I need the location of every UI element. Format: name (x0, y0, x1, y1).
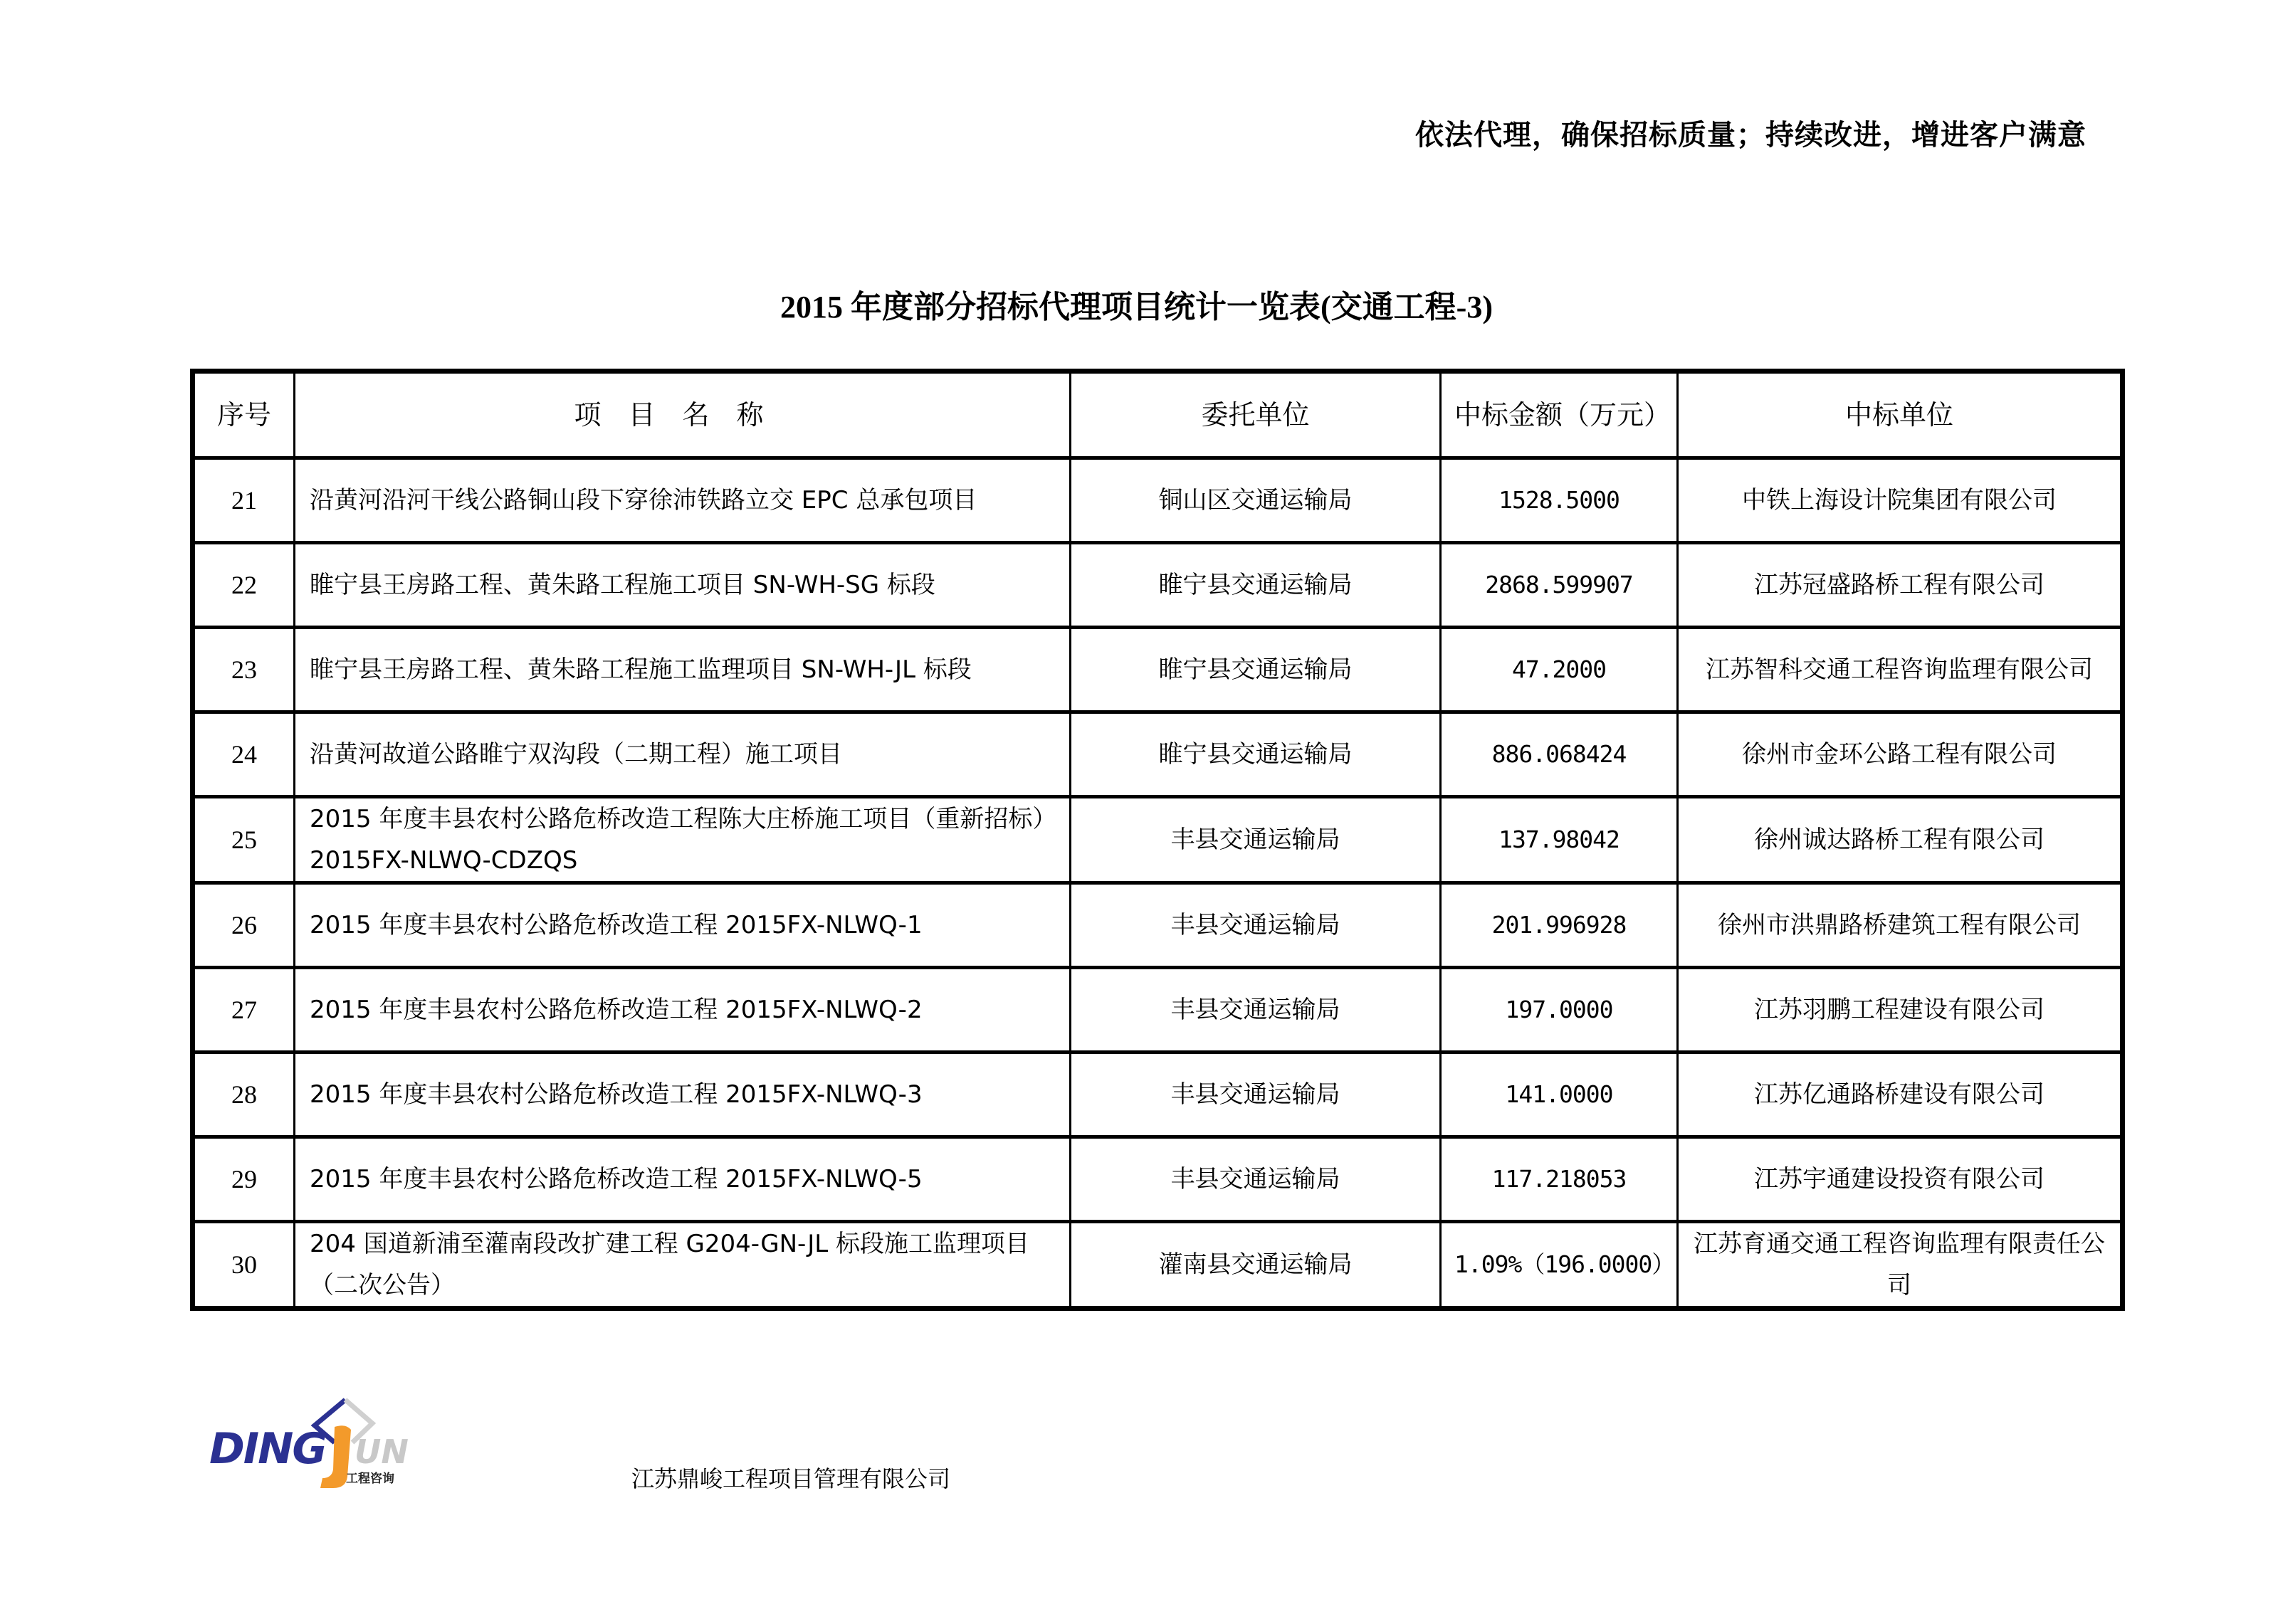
row-winner: 江苏宇通建设投资有限公司 (1678, 1137, 2123, 1222)
document-title: 2015 年度部分招标代理项目统计一览表(交通工程-3) (780, 290, 1493, 325)
header-amount: 中标金额（万元） (1441, 371, 1678, 458)
row-winner: 中铁上海设计院集团有限公司 (1678, 458, 2123, 543)
row-project-name: 睢宁县王房路工程、黄朱路工程施工监理项目 SN-WH-JL 标段 (295, 628, 1071, 712)
row-index: 24 (193, 712, 295, 797)
row-index: 22 (193, 543, 295, 628)
table-row (193, 1137, 2123, 1222)
row-project-name: 沿黄河沿河干线公路铜山段下穿徐沛铁路立交 EPC 总承包项目 (295, 458, 1071, 543)
table-row (193, 628, 2123, 712)
row-amount: 1528.5000 (1441, 458, 1678, 543)
row-index: 30 (193, 1222, 295, 1309)
logo-text-ding: DING (209, 1424, 326, 1474)
row-winner: 江苏亿通路桥建设有限公司 (1678, 1053, 2123, 1137)
row-winner: 江苏育通交通工程咨询监理有限责任公司 (1678, 1222, 2123, 1309)
row-winner: 徐州市金环公路工程有限公司 (1678, 712, 2123, 797)
row-client: 睢宁县交通运输局 (1071, 543, 1441, 628)
row-index: 27 (193, 968, 295, 1053)
row-amount: 201.996928 (1441, 883, 1678, 968)
header-client: 委托单位 (1071, 371, 1441, 458)
row-client: 丰县交通运输局 (1071, 968, 1441, 1053)
row-client: 睢宁县交通运输局 (1071, 628, 1441, 712)
company-name: 江苏鼎峻工程项目管理有限公司 (631, 1465, 951, 1492)
row-winner: 徐州市洪鼎路桥建筑工程有限公司 (1678, 883, 2123, 968)
row-index: 23 (193, 628, 295, 712)
row-project-name: 2015 年度丰县农村公路危桥改造工程 2015FX-NLWQ-2 (295, 968, 1071, 1053)
row-amount: 117.218053 (1441, 1137, 1678, 1222)
row-amount: 1.09%（196.0000） (1441, 1222, 1678, 1309)
header-winner: 中标单位 (1678, 371, 2123, 458)
logo-text-un: UN (355, 1433, 409, 1471)
row-amount: 886.068424 (1441, 712, 1678, 797)
table-row (193, 797, 2123, 883)
header-slogan: 依法代理，确保招标质量；持续改进，增进客户满意 (1415, 119, 2086, 152)
table-row (193, 458, 2123, 543)
row-project-name: 2015 年度丰县农村公路危桥改造工程陈大庄桥施工项目（重新招标）2015FX-NLWQ-CDZQS (295, 797, 1071, 883)
row-index: 28 (193, 1053, 295, 1137)
row-index: 21 (193, 458, 295, 543)
row-client: 铜山区交通运输局 (1071, 458, 1441, 543)
logo-subtitle: 工程咨询 (346, 1472, 394, 1486)
table-row (193, 968, 2123, 1053)
row-amount: 197.0000 (1441, 968, 1678, 1053)
row-project-name: 2015 年度丰县农村公路危桥改造工程 2015FX-NLWQ-5 (295, 1137, 1071, 1222)
row-client: 丰县交通运输局 (1071, 1137, 1441, 1222)
row-client: 丰县交通运输局 (1071, 797, 1441, 883)
row-amount: 2868.599907 (1441, 543, 1678, 628)
projects-table (190, 369, 2125, 1311)
row-client: 睢宁县交通运输局 (1071, 712, 1441, 797)
row-project-name: 沿黄河故道公路睢宁双沟段（二期工程）施工项目 (295, 712, 1071, 797)
table-header-row (193, 371, 2123, 458)
table-row (193, 543, 2123, 628)
header-index: 序号 (193, 371, 295, 458)
row-project-name: 睢宁县王房路工程、黄朱路工程施工项目 SN-WH-SG 标段 (295, 543, 1071, 628)
table-row (193, 1222, 2123, 1309)
row-index: 26 (193, 883, 295, 968)
row-index: 25 (193, 797, 295, 883)
row-index: 29 (193, 1137, 295, 1222)
row-project-name: 204 国道新浦至灌南段改扩建工程 G204-GN-JL 标段施工监理项目（二次公告） (295, 1222, 1071, 1309)
row-project-name: 2015 年度丰县农村公路危桥改造工程 2015FX-NLWQ-1 (295, 883, 1071, 968)
row-client: 丰县交通运输局 (1071, 883, 1441, 968)
row-project-name: 2015 年度丰县农村公路危桥改造工程 2015FX-NLWQ-3 (295, 1053, 1071, 1137)
row-client: 丰县交通运输局 (1071, 1053, 1441, 1137)
row-client: 灌南县交通运输局 (1071, 1222, 1441, 1309)
row-winner: 江苏智科交通工程咨询监理有限公司 (1678, 628, 2123, 712)
table-row (193, 1053, 2123, 1137)
table-row (193, 883, 2123, 968)
row-amount: 137.98042 (1441, 797, 1678, 883)
header-project-name: 项目名称 (295, 371, 1071, 458)
row-winner: 江苏羽鹏工程建设有限公司 (1678, 968, 2123, 1053)
row-amount: 141.0000 (1441, 1053, 1678, 1137)
row-winner: 徐州诚达路桥工程有限公司 (1678, 797, 2123, 883)
row-winner: 江苏冠盛路桥工程有限公司 (1678, 543, 2123, 628)
table-row (193, 712, 2123, 797)
dingjun-logo (206, 1384, 409, 1491)
row-amount: 47.2000 (1441, 628, 1678, 712)
